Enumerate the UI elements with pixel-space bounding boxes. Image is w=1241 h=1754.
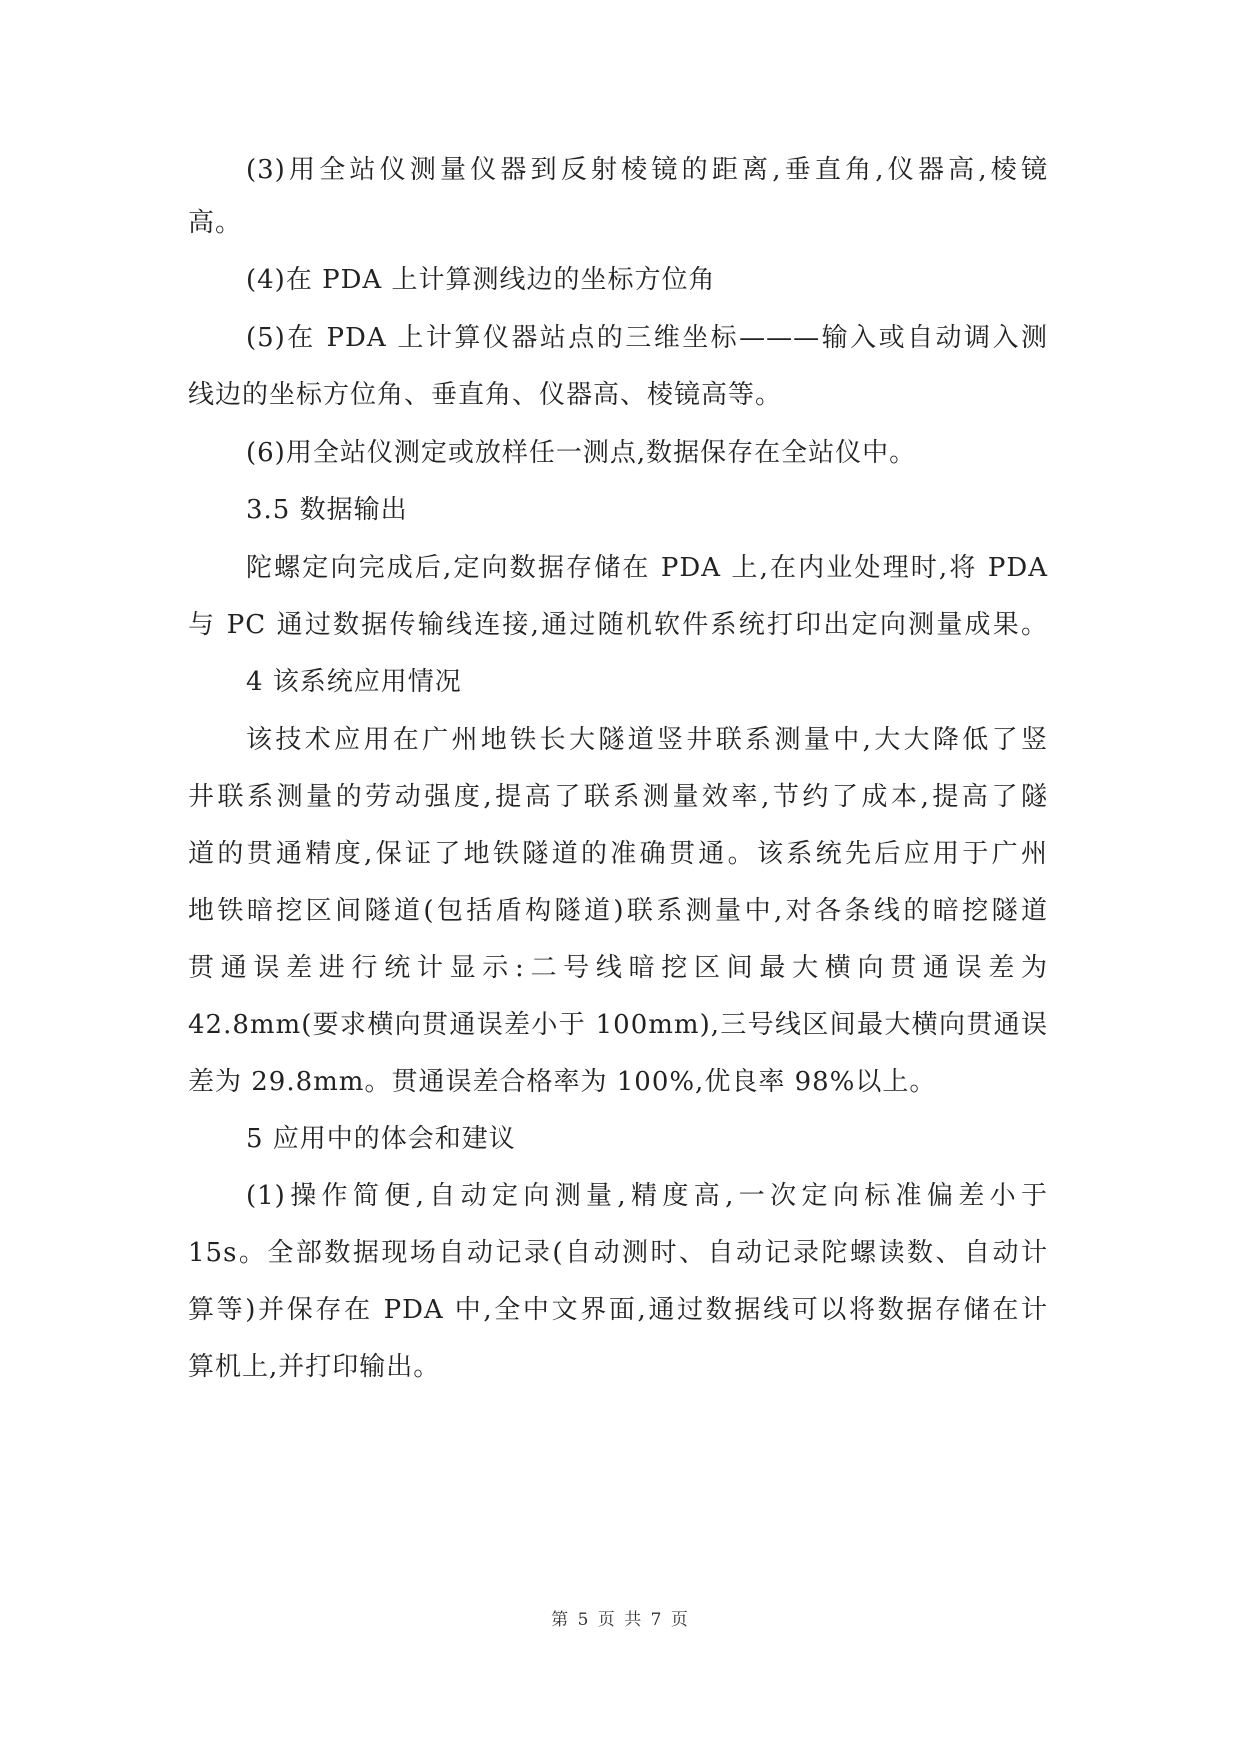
text-line: (6)用全站仪测定或放样任一测点,数据保存在全站仪中。 (246, 438, 917, 468)
text-line: 3.5 数据输出 (246, 495, 408, 525)
text-line: (3)用全站仪测量仪器到反射棱镜的距离,垂直角,仪器高,棱镜 (246, 155, 1048, 185)
text-line: (5)在 PDA 上计算仪器站点的三维坐标———输入或自动调入测 (246, 323, 1048, 353)
text-line: 陀螺定向完成后,定向数据存储在 PDA 上,在内业处理时,将 PDA (246, 553, 1048, 583)
text-line: 地铁暗挖区间隧道(包括盾构隧道)联系测量中,对各条线的暗挖隧道 (188, 896, 1048, 926)
text-line: (4)在 PDA 上计算测线边的坐标方位角 (246, 265, 716, 295)
text-line: 贯通误差进行统计显示:二号线暗挖区间最大横向贯通误差为 (188, 953, 1048, 983)
text-line: 与 PC 通过数据传输线连接,通过随机软件系统打印出定向测量成果。 (188, 610, 1048, 640)
text-line: 道的贯通精度,保证了地铁隧道的准确贯通。该系统先后应用于广州 (188, 839, 1048, 869)
text-line: 该技术应用在广州地铁长大隧道竖井联系测量中,大大降低了竖 (246, 725, 1048, 755)
text-line: 4 该系统应用情况 (246, 667, 462, 697)
text-line: 42.8mm(要求横向贯通误差小于 100mm),三号线区间最大横向贯通误 (188, 1010, 1048, 1040)
text-line: 5 应用中的体会和建议 (246, 1124, 516, 1154)
text-line: (1)操作简便,自动定向测量,精度高,一次定向标准偏差小于 (246, 1181, 1048, 1211)
text-line: 算机上,并打印输出。 (188, 1352, 441, 1382)
text-line: 算等)并保存在 PDA 中,全中文界面,通过数据线可以将数据存储在计 (188, 1295, 1048, 1325)
page-footer: 第 5 页 共 7 页 (551, 1610, 690, 1630)
text-line: 差为 29.8mm。贯通误差合格率为 100%,优良率 98%以上。 (188, 1067, 937, 1097)
text-line: 井联系测量的劳动强度,提高了联系测量效率,节约了成本,提高了隧 (188, 782, 1048, 812)
text-line: 高。 (188, 208, 243, 238)
text-line: 15s。全部数据现场自动记录(自动测时、自动记录陀螺读数、自动计 (188, 1238, 1048, 1268)
text-line: 线边的坐标方位角、垂直角、仪器高、棱镜高等。 (188, 380, 783, 410)
